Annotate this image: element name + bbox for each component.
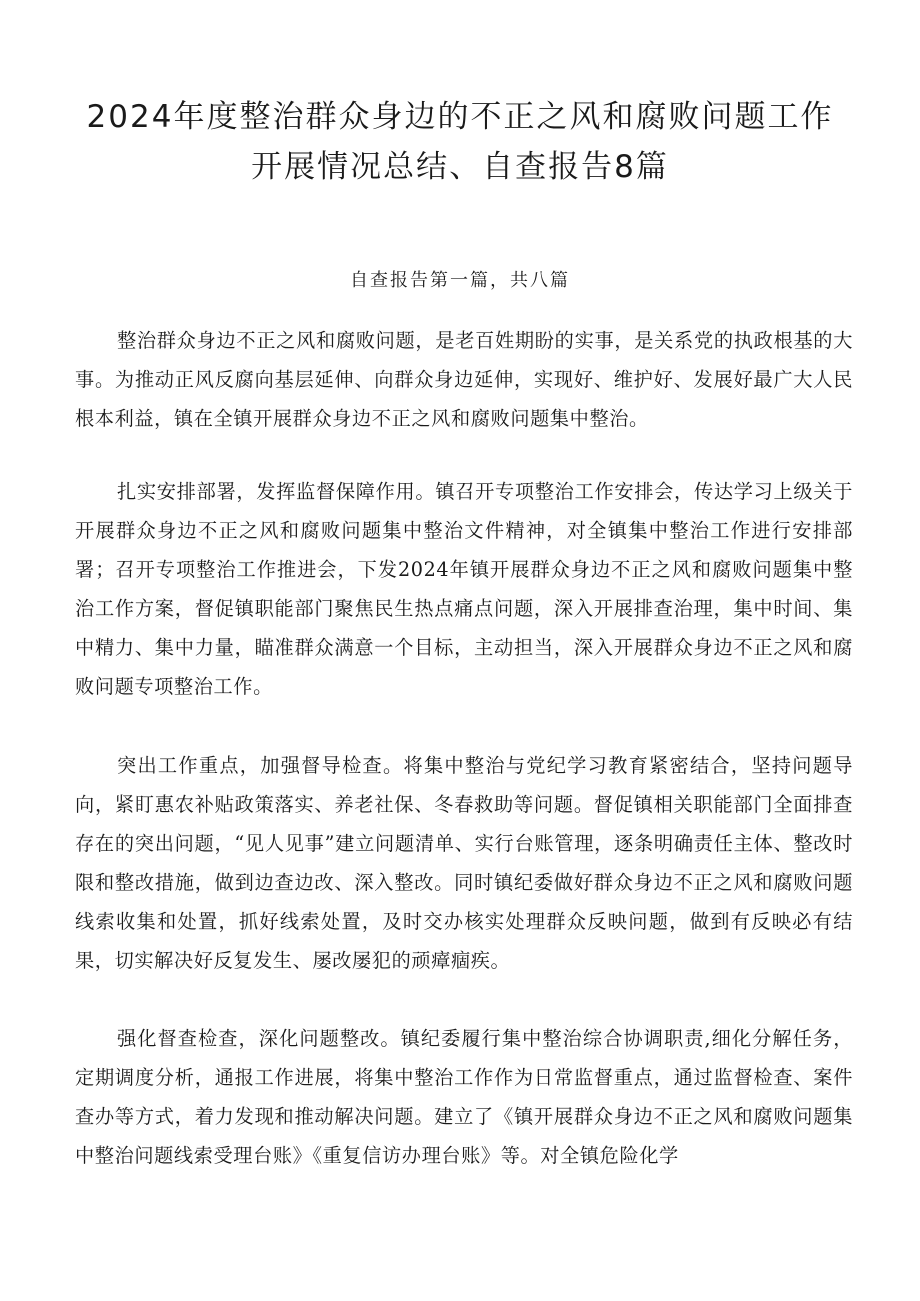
document-subtitle: 自查报告第一篇，共八篇 bbox=[350, 270, 570, 291]
paragraph-deployment: 扎实安排部署，发挥监督保障作用。镇召开专项整治工作安排会，传达学习上级关于开展群众身边不正之风和腐败问题集中整治文件精神，对全镇集中整治工作进行安排部署；召开专项整治工作推进会，下发2024年镇开展群众身边不正之风和腐败问题集中整治工作方案，督促镇职能部门聚焦民生热点痛点问题，深入开展排查治理，集中时间、集中精力、集中力量，瞄准群众满意一个目标，主动担当，深入开展群众身边不正之风和腐败问题专项整治工作。 bbox=[75, 480, 853, 698]
document-title-line-1: 2024年度整治群众身边的不正之风和腐败问题工作 bbox=[86, 99, 834, 135]
paragraph-intro: 整治群众身边不正之风和腐败问题，是老百姓期盼的实事，是关系党的执政根基的大事。为推动正风反腐向基层延伸、向群众身边延伸，实现好、维护好、发展好最广大人民根本利益，镇在全镇开展群众身边不正之风和腐败问题集中整治。 bbox=[75, 329, 853, 430]
document-title-line-2: 开展情况总结、自查报告8篇 bbox=[251, 149, 669, 185]
paragraph-supervision: 强化督查检查，深化问题整改。镇纪委履行集中整治综合协调职责,细化分解任务，定期调度分析，通报工作进展，将集中整治工作作为日常监督重点，通过监督检查、案件查办等方式，着力发现和推动解决问题。建立了《镇开展群众身边不正之风和腐败问题集中整治问题线索受理台账》《重复信访办理台账》等。对全镇危险化学 bbox=[75, 1027, 853, 1167]
paragraph-key-work: 突出工作重点，加强督导检查。将集中整治与党纪学习教育紧密结合，坚持问题导向，紧盯惠农补贴政策落实、养老社保、冬春救助等问题。督促镇相关职能部门全面排查存在的突出问题，“见人见事”建立问题清单、实行台账管理，逐条明确责任主体、整改时限和整改措施，做到边查边改、深入整改。同时镇纪委做好群众身边不正之风和腐败问题线索收集和处置，抓好线索处置，及时交办核实处理群众反映问题，做到有反映必有结果，切实解决好反复发生、屡改屡犯的顽瘴痼疾。 bbox=[75, 754, 853, 972]
